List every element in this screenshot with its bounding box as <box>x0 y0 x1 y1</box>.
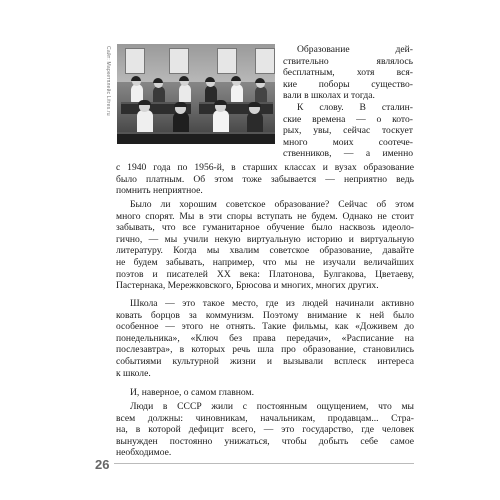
text-line: помнить неприятное. <box>116 185 203 197</box>
text-line: на, в которой дефицит всего, — это государство, где человек <box>116 424 414 436</box>
paragraph-3 <box>116 298 414 379</box>
text-line: рых, увы, сейчас тоскует <box>283 125 413 137</box>
text-line: Школа — это такое место, где из людей начинали активно <box>130 298 414 309</box>
right-column-text <box>283 44 413 160</box>
page-number: 26 <box>95 457 110 472</box>
text-line: с 1940 года по 1956-й, в старших классах и вузах образование <box>116 162 414 173</box>
text-line: ственников, — а именно <box>283 148 413 160</box>
text-line: к школе. <box>116 367 151 379</box>
text-line: бесплатным, хотя вся- <box>283 67 413 79</box>
text-line: гично, — мы учили некую виртуальную историю и виртуальную <box>116 233 414 245</box>
text-line: было платным. Об этом тоже забывается — неприятно ведь <box>116 173 414 185</box>
text-line: ствительно являлось <box>283 55 413 67</box>
photo-credit: Сайт: Маркетплейс Litres.ru <box>105 46 111 116</box>
text-line: не будем забывать, например, что мы не изучали величайших <box>116 256 414 268</box>
text-line: особенное — этого не отнять. Такие фильмы, как «Доживем до <box>116 321 414 333</box>
text-line: кие поборы существо- <box>283 78 413 90</box>
paragraph-4 <box>116 387 414 399</box>
text-line: К слову. В сталин- <box>297 101 413 113</box>
text-line: литературу. Когда мы хвалим советское образование, давайте <box>116 245 414 257</box>
text-line: много моих соотече- <box>283 136 413 148</box>
text-line: Было ли хорошим советское образование? Сейчас об этом <box>130 199 414 210</box>
text-line: забывать, что все гуманитарное обучение было насквозь идеоло- <box>116 222 414 234</box>
text-line: Пастернака, Мережковского, Брюсова и многих, многих других. <box>116 280 379 292</box>
classroom-photo <box>117 44 275 144</box>
text-line: ковать борцов за коммунизм. Поэтому внимание к ней было <box>116 309 414 321</box>
text-line: вынужден постоянно унижаться, чтобы добыть себе самое <box>116 435 414 447</box>
text-line: ские времена — о кото- <box>283 113 413 125</box>
text-line: И, наверное, о самом главном. <box>130 387 254 398</box>
text-line: понедельника», «Ключ без права передачи», «Расписание на <box>116 332 414 344</box>
text-line: поэтов и писателей XX века: Платонова, Булгакова, Цветаеву, <box>116 268 414 280</box>
text-line: необходимое. <box>116 447 172 459</box>
paragraph-2 <box>116 199 414 292</box>
text-line: Образование дей- <box>297 44 413 55</box>
text-line: вали в школах и тогда. <box>283 90 375 102</box>
text-line: всем должны: чиновникам, начальникам, продавцам... Стра- <box>116 412 414 424</box>
text-line: много спорят. Мы в эти споры вступать не будем. Однако не стоит <box>116 210 414 222</box>
footer-rule <box>114 463 414 464</box>
paragraph-1-continued <box>116 162 414 197</box>
text-line: событиями культурной жизни и вызывали всплеск интереса <box>116 355 414 367</box>
text-line: послезавтра», в которых речь шла про образование, становились <box>116 344 414 356</box>
paragraph-5 <box>116 401 414 459</box>
text-line: Люди в СССР жили с постоянным ощущением, что мы <box>130 401 414 412</box>
